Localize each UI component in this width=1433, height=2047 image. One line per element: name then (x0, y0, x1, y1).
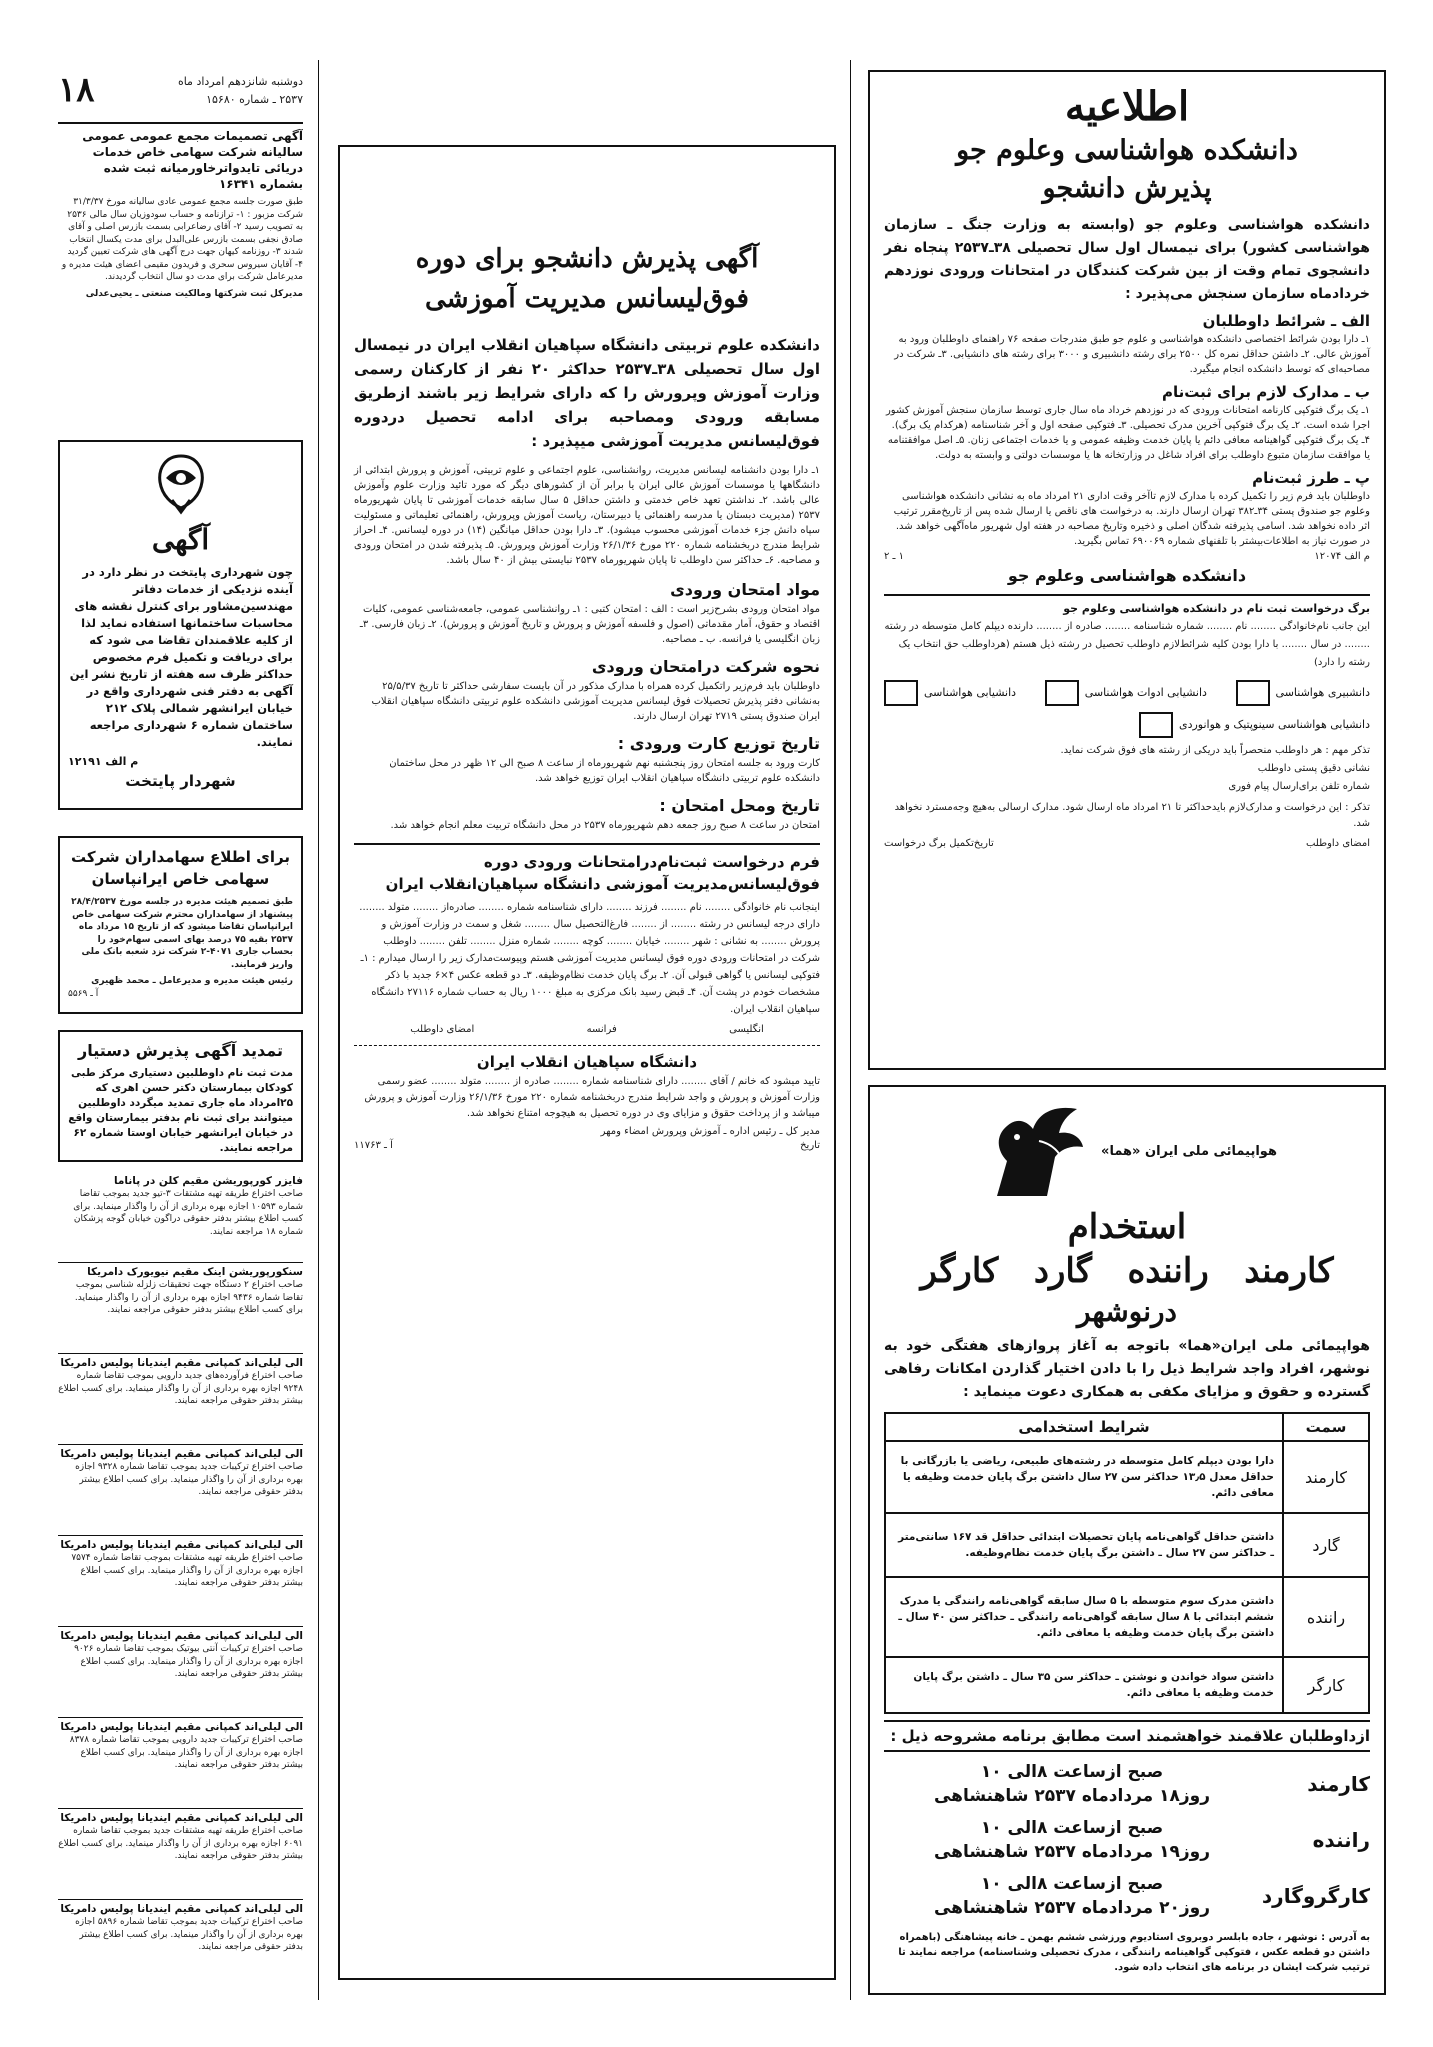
meteo-sign-row (884, 838, 1370, 851)
schedule-list (884, 1756, 1370, 1924)
table-cell-job: گارد (1283, 1513, 1369, 1577)
meteo-text-a: ۱ـ دارا بودن شرائط اختصاصی دانشکده هواشناسی و علوم جو طبق مندرجات صفحه ۷۶ راهنمای داوطلبان ورود به آموزش عالی. ۲ـ داشتن حداقل نمره کل ۲۵۰۰ برای رشته دانشبیری و ۳۰۰۰ برای رشته های دانشیابی. ۳ـ شرکت در مصاحبه‌ای که توسط دانشکده انجام میگیرد. (894, 334, 1370, 375)
small-ads-list (58, 1172, 303, 1992)
small-ad-title: الی لیلی‌اند کمپانی مقیم ایندیانا پولیس دامریکا (60, 1903, 303, 1915)
schedule-job: کارگروگارد (1261, 1884, 1370, 1908)
meteo-section-b: ب ـ مدارک لازم برای ثبت‌نام (1162, 383, 1370, 401)
meteo-phone-label: شماره تلفن برای‌ارسال پیام فوری (1228, 780, 1370, 792)
small-ad-title: الی لیلی‌اند کمپانی مقیم ایندیانا پولیس دامریکا (60, 1630, 303, 1642)
section-card-text: کارت ورود به جلسه امتحان روز پنجشنبه نهم شهریورماه از ساعت ۸ صبح الی ۱۲ ظهر در محل ساختمان دانشکده علوم تربیتی دانشگاه سپاهیان انقلاب ایران توزیع خواهد شد. (389, 758, 820, 784)
meteo-address-label: نشانی دقیق پستی داوطلب (1257, 762, 1370, 774)
option-checkbox[interactable] (884, 680, 1016, 706)
header-bar (58, 68, 303, 120)
middle-ad-title-1: آگهی پذیرش دانشجو برای دوره (415, 244, 759, 274)
meteo-text-c: داوطلبان باید فرم زیر را تکمیل کرده با مدارک لازم تاآخر وقت اداری ۲۱ امرداد ماه به نشانی دانشکده هواشناسی وعلوم جو صندوق پستی ۳۴ـ۳۸۲ تهران ارسال دارند. به درخواست های ناقص یا ارسال شده پس از تاریخ‌مقرر ترتیب اثر داده نخواهد شد. اسامی پذیرفته شدگان اصلی و ذخیره وتاریخ مصاحبه در هفته اول شهریور ماه‌آگهی خواهد شد. در صورت نیاز به اطلاعات‌بیشتر با تلفنهای شماره ۶۹۰۰۶۹ تماس بگیرید. (893, 491, 1370, 547)
option-label: دانشیابی ادوات هواشناسی (1084, 686, 1207, 699)
small-ad-body: صاحب اختراع ۲ دستگاه جهت تحقیقات زلزله شناسی بموجب تقاضا شماره ۹۴۳۶ اجازه بهره برداری از آن را واگذار مینماید. برای کسب اطلاع بیشتر بدفتر حقوقی مراجعه نمایند. (74, 1280, 303, 1315)
meteo-form-text: این جانب نام‌خانوادگی ........ نام ........ شماره شناسنامه ........ صادره از ........ دارنده دیپلم کامل متوسطه در رشته ........ در سال ........ با دارا بودن کلیه شرائط‌لازم داوطلب تحصیل در رشته ذیل هستم (هرداوطلب حق انتخاب یک رشته را دارد) (884, 620, 1370, 668)
confirmation-footer (354, 1140, 820, 1153)
section-date-heading: تاریخ ومحل امتحان : (659, 796, 820, 815)
option-label: دانشیابی هواشناسی (924, 686, 1017, 699)
small-ad-body: صاحب اختراع ترکیبات جدید دارویی بموجب تقاضا شماره ۸۳۷۸ اجازه بهره برداری از آن را واگذار مینماید. برای کسب اطلاع بیشتر بدفتر حقوقی مراجعه نمایند. (69, 1735, 303, 1770)
form-signature-row (354, 1024, 820, 1037)
schedule-time: صبح ازساعت ۸الی ۱۰ (980, 1874, 1164, 1894)
table-cell-conditions: دارا بودن دیپلم کامل متوسطه در رشته‌های طبیعی، ریاضی یا بازرگانی با حداقل معدل ۱۳٫۵ حداکثر سن ۲۷ سال داشتن برگ پایان خدمت وظیفه یا معافی دائم. (885, 1441, 1283, 1513)
schedule-title: ازداوطلبان علاقمند خواهشمند است مطابق برنامه مشروحه ذیل : (884, 1720, 1370, 1752)
header-rule (58, 122, 303, 124)
middle-ad-conditions: ۱ـ دارا بودن دانشنامه لیسانس مدیریت، روانشناسی، علوم اجتماعی و علوم تربیتی، آموزش و پرورش ابتدائی از دانشگاهها یا موسسات آموزش عالی ایران یا برابر آن از کشورهای دیگر که مورد تائید وزارت علوم وآموزش عالی باشد. ۲ـ نداشتن تعهد خاص خدمتی و داشتن حداقل ۵ سال سابقه خدمات آموزشی تا پایان شهریورماه ۲۵۳۷ (مدیریت دبستان یا مدرسه راهنمائی یا دبیرستان، ریاست آموزش وپرورش، راهنمائی تعلیماتی و مسئولیت سپاه دانش جزء خدمات آموزشی محسوب میشود). ۳ـ دارا بودن حداقل میانگین (۱۴) در دوره لیسانس. ۴ـ احراز شرایط مندرج دربخشنامه شماره ۲۲۰ مورخ ۲۶/۱/۳۶ وزارت آموزش وپرورش. ۵ـ پذیرفته شدن در امتحان ورودی و مصاحبه. ۶ـ حداکثر سن داوطلب تا پایان شهریورماه ۲۵۳۷ نبایستی بیش از ۴۰ سال باشد. (354, 465, 821, 566)
university-name: دانشگاه سپاهیان انقلاب ایران (476, 1052, 698, 1071)
meteo-date-label: تاریخ‌تکمیل برگ درخواست (884, 837, 994, 849)
emblem-icon (136, 448, 226, 518)
notice-municipality-signature: شهردار پایتخت (125, 772, 236, 790)
schedule-row (884, 1812, 1370, 1868)
list-item (58, 1536, 303, 1627)
meteo-intro: دانشکده هواشناسی وعلوم جو (وابسته به وزارت جنگ ـ سازمان هواشناسی کشور) برای نیمسال اول سال تحصیلی ۳۸ـ۲۵۳۷ پنجاه نفر دانشجوی تمام وقت از بین شرکت کنندگان در امتحانات ورودی نوزدهم خردادماه سازمان سنجش می‌پذیرد : (884, 217, 1370, 302)
list-item (58, 1263, 303, 1354)
notice-municipality-ref: م الف ۱۲۱۹۱ (68, 755, 139, 768)
notice-tidewater-body: طبق صورت جلسه مجمع عمومی عادی سالیانه مورخ ۳۱/۳/۳۷ شرکت مزبور : ۱- ترازنامه و حساب سودوزیان سال مالی ۲۵۳۶ به تصویب رسید ۲- آقای رضاعرابی بسمت بازرس اصلی و آقای صادق نجفی بسمت بازرس علی‌البدل برای مدت یکسال انتخاب شدند ۳- روزنامه کیهان جهت درج آگهی های شرکت تعیین گردید ۴- آقایان سیروس سحری و فریدون مقیمی اعضای هیئت مدیره و مدیرعامل شرکت برای مدت دو سال انتخاب گردیدند. (61, 197, 303, 282)
confirmation-date-label: تاریخ (800, 1140, 820, 1151)
section-exam-text: مواد امتحان ورودی بشرح‌زیر است : الف : امتحان کتبی : ۱ـ روانشناسی عمومی، جامعه‌شناسی عمومی، کلیات اقتصاد و حقوق، آمار مقدماتی (اصول و فلسفه آموزش و پرورش و تاریخ آموزش و پرورش). ۲ـ زبان فارسی. ۳ـ زبان انگلیسی یا فرانسه. ب ـ مصاحبه. (359, 604, 820, 645)
table-cell-conditions: داشتن حداقل گواهی‌نامه پایان تحصیلات ابتدائی حداقل قد ۱۶۷ سانتی‌متر ـ حداکثر سن ۲۷ سال ـ داشتن برگ پایان خدمت نظام‌وظیفه. (885, 1513, 1283, 1577)
confirmation-text: تایید میشود که خانم / آقای ........ دارای شناسنامه شماره ........ صادره از ........ متولد ........ عضو رسمی وزارت آموزش و پرورش و واجد شرایط مندرج دربخشنامه شماره ۲۲۰ مورخ ۲۶/۱/۳۶ وزارت آموزش و پرورش میباشد و از پرداخت حقوق و مزایای وی در دوره تحصیل به هیچوجه امتناع نخواهد شد. (364, 1075, 820, 1119)
notice-iranpasan-body: طبق تصمیم هیئت مدیره در جلسه مورخ ۲۸/۴/۲۵۳۷ پیشنهاد از سهامداران محترم شرکت سهامی خاص ایرانپاسان تقاضا میشود که از تاریخ ۱۵ مرداد ماه ۲۵۳۷ بقیه ۷۵ درصد بهای اسمی سهام‌خود را بحساب جاری ۴۰۷۱-۲ شرکت نزد شعبه بانک ملی واریز فرمایند. (71, 897, 293, 970)
schedule-times (884, 1816, 1260, 1864)
meteo-note-2: تذکر : این درخواست و مدارک‌لازم بایدحداکثر تا ۲۱ امرداد ماه ارسال شود. مدارک ارسالی به‌هیچ وجه‌مسترد نخواهد شد. (894, 801, 1370, 829)
table-row (885, 1657, 1369, 1713)
homa-bird-icon (977, 1101, 1087, 1201)
notice-tidewater-signature: مدیرکل ثبت شرکتها ومالکیت صنعتی ـ یحیی‌عدلی (85, 288, 303, 299)
schedule-day: روز۲۰ مردادماه ۲۵۳۷ شاهنشاهی (933, 1898, 1210, 1918)
table-cell-conditions: داشتن مدرک سوم متوسطه با ۵ سال سابقه گواهی‌نامه رانندگی یا مدرک ششم ابتدائی با ۸ سال سابقه گواهی‌نامه رانندگی ـ حداکثر سن ۴۰ سال ـ داشتن برگ پایان خدمت وظیفه یا معافی دائم. (885, 1577, 1283, 1657)
middle-ad-ref: آ ـ ۱۱۷۶۳ (354, 1140, 393, 1151)
header-issue: ۲۵۳۷ ـ شماره ۱۵۶۸۰ (206, 93, 303, 106)
schedule-time: صبح ازساعت ۸الی ۱۰ (980, 1762, 1164, 1782)
jobs-table (884, 1412, 1370, 1714)
small-ad-title: الی لیلی‌اند کمپانی مقیم ایندیانا پولیس دامریکا (60, 1721, 303, 1733)
schedule-times (884, 1872, 1260, 1920)
notice-municipality-title: آگهی (151, 523, 210, 556)
section-register-text: داوطلبان باید فرم‌زیر راتکمیل کرده همراه با مدارک مذکور در آن بایست سفارشی حداکثر تا تاریخ ۲۵/۵/۳۷ به‌نشانی دفتر پذیرش تحصیلات فوق لیسانس مدیریت آموزشی دانشکده علوم تربیتی دانشگاه سپاهیان انقلاب ایران صندوق پستی ۲۷۱۹ تهران ارسال دارند. (371, 681, 820, 722)
column-divider-left (318, 60, 319, 2000)
notice-municipality (58, 440, 303, 810)
list-item (58, 1718, 303, 1809)
table-row (885, 1577, 1369, 1657)
meteo-form-title: برگ درخواست ثبت نام در دانشکده هواشناسی وعلوم جو (1063, 601, 1370, 615)
meteo-section-c: پ ـ طرز ثبت‌نام (1252, 469, 1370, 487)
notice-municipality-body: چون شهرداری پایتخت در نظر دارد در آینده نزدیکی از خدمات دفاتر مهندسین‌مشاور برای کنترل نقشه های محاسبات ساختمانها استفاده نماید لذا از کلیه علاقمندان تقاضا می شود که برای دریافت و تکمیل فرم مخصوص حداکثر ظرف سه هفته از تاریخ نشر این آگهی به دفتر فنی شهرداری واقع در خیابان ایرانشهر شمالی پلاک ۲۱۲ ساختمان شماره ۶ شهرداری مراجعه نمایند. (69, 565, 293, 749)
page-number: ۱۸ (58, 70, 95, 110)
table-header-row (885, 1413, 1369, 1441)
schedule-times (884, 1760, 1260, 1808)
option-label: دانشبیری هواشناسی (1275, 686, 1370, 699)
table-cell-conditions: داشتن سواد خواندن و نوشتن ـ حداکثر سن ۳۵ سال ـ داشتن برگ پایان خدمت وظیفه یا معافی دائم. (885, 1657, 1283, 1713)
meteo-subtitle: دانشکده هواشناسی وعلوم جو (956, 135, 1298, 166)
small-ad-body: صاحب اختراع طریقه تهیه مشتقات جدید بموجب تقاضا شماره ۶۰۹۱ اجازه بهره برداری از آن را واگذار مینماید. برای کسب اطلاع بیشتر بدفتر حقوقی مراجعه نمایند. (58, 1826, 303, 1861)
checkbox-icon[interactable] (1139, 712, 1173, 738)
schedule-job: کارمند (1307, 1772, 1370, 1796)
notice-tidewater-title: آگهی تصمیمات مجمع عمومی عمومی سالیانه شرکت سهامی خاص خدمات دریائی تایدواترخاورمیانه ثبت شده بشماره ۱۶۳۴۱ (82, 129, 303, 191)
schedule-row (884, 1868, 1370, 1924)
small-ad-body: صاحب اختراع طریقه تهیه مشتقات بموجب تقاضا شماره ۷۵۷۴ اجازه بهره برداری از آن را واگذار مینماید. برای کسب اطلاع بیشتر بدفتر حقوقی مراجعه نمایند. (71, 1553, 303, 1588)
homa-footer: به آدرس : نوشهر ، جاده بابلسر دوبروی استادیوم ورزشی ششم بهمن ـ خانه پیشاهنگی (باهمراه داشتن دو قطعه عکس ، فتوکپی گواهینامه رانندگی ، مدرک تحصیلی وشناسنامه) مراجعه نمایند تا ترتیب شرکت ایشان در برنامه های انتخاب داده شود. (898, 1932, 1370, 1973)
small-ad-body: صاحب اختراع ترکیبات جدید بموجب تقاضا شماره ۵۸۹۶ اجازه بهره برداری از آن را واگذار مینماید. برای کسب اطلاع بیشتر بدفتر حقوقی مراجعه نمایند. (75, 1917, 303, 1952)
meteo-sign-label: امضای داوطلب (1305, 837, 1370, 849)
schedule-row (884, 1756, 1370, 1812)
meteo-ref: م الف ۱۲۰۷۴ (1314, 551, 1370, 562)
form-title: فرم درخواست ثبت‌نام‌درامتحانات ورودی دوره فوق‌لیسانس‌مدیریت آموزشی دانشگاه سپاهیان‌انقلاب ایران (385, 853, 820, 893)
checkbox-icon[interactable] (1236, 680, 1270, 706)
small-ad-title: الی لیلی‌اند کمپانی مقیم ایندیانا پولیس دامریکا (60, 1539, 303, 1551)
meteo-ref-row (884, 551, 1370, 564)
option-label: دانشیابی هواشناسی سینوپتیک و هوانوردی (1178, 718, 1370, 731)
section-card-heading: تاریخ توزیع کارت ورودی : (617, 734, 820, 753)
table-row (885, 1513, 1369, 1577)
section-exam-heading: مواد امتحان ورودی (670, 580, 820, 599)
table-header-conditions: شرایط استخدامی (885, 1413, 1283, 1441)
form-text: اینجانب نام خانوادگی ........ نام ........ فرزند ........ دارای شناسنامه شماره ........ صادره‌از ........ متولد ........ دارای درجه لیسانس در رشته ........ از ........ فارغ‌التحصیل سال ........ شغل و سمت در وزارت آموزش و پرورش ........ به نشانی : شهر ........ خیابان ........ کوچه ........ شماره منزل ........ تلفن ........ داوطلب شرکت در امتحانات ورودی دوره فوق لیسانس مدیریت آموزشی هستم وپیوست‌مدارک زیر را ارسال میدارم : ۱ـ فتوکپی لیسانس یا گواهی قبولی آن. ۲ـ برگ پایان خدمت نظام‌وظیفه. ۳ـ دو قطعه عکس ۴×۶ جدید با ذکر مشخصات خودم در پشت آن. ۴ـ قبض رسید بانک مرکزی به مبلغ ۱۰۰۰ ریال به حساب شماره ۲۷۱۱۶ دانشگاه سپاهیان انقلاب ایران. (359, 902, 820, 1015)
middle-ad-frame (338, 145, 836, 1980)
small-ad-title: فایزر کورپوریشن مقیم کلن در پاناما (113, 1175, 303, 1187)
checkbox-icon[interactable] (884, 680, 918, 706)
small-ad-body: صاحب اختراع طریقه تهیه مشتقات ۳-تیو جدید بموجب تقاضا شماره ۱۰۵۹۳ اجازه بهره برداری از آن را واگذار مینماید. برای کسب اطلاع بیشتر بدفتر حقوقی دراگون خیابان گوجه پزشکان شماره ۱۸ مراجعه نمایند. (73, 1189, 303, 1237)
notice-resident-title: تمدید آگهی پذیرش دستیار (78, 1041, 283, 1060)
notice-iranpasan-title: برای اطلاع سهامداران شرکت سهامی خاص ایرانپاسان (70, 848, 291, 888)
form-lang-en: انگلیسی (729, 1024, 764, 1035)
small-ad-body: صاحب اختراع ترکیبات جدید بموجب تقاضا شماره ۹۳۲۸ اجازه بهره برداری از آن را واگذار مینماید. برای کسب اطلاع بیشتر بدفتر حقوقی مراجعه نمایند. (75, 1462, 303, 1497)
list-item (58, 1445, 303, 1536)
meteo-text-b: ۱ـ یک برگ فتوکپی کارنامه امتحانات ورودی که در نوزدهم خرداد ماه سال جاری توسط سازمان سنجش آموزش کشور اجرا شده است. ۲ـ یک برگ فتوکپی آخرین مدرک تحصیلی. ۳ـ فتوکپی صفحه اول و آخر شناسنامه (هرکدام یک برگ). ۴ـ یک برگ فتوکپی گواهینامه معافی دائم یا پایان خدمت وظیفه عمومی و یا خدمات اجتماعی زنان. ۵ـ اصل موافقتنامه یا موافقت سازمان متبوع داوطلب برای افراد شاغل در وزارتخانه ها یا موسسات دولتی و وابسته به دولت. (885, 405, 1370, 461)
meteo-subtitle-2: پذیرش دانشجو (1042, 173, 1212, 204)
homa-logo-text: هواپیمائی ملی ایران «هما» (1101, 1143, 1277, 1159)
meteo-ad-frame (868, 70, 1386, 1070)
meteo-footer-name: دانشکده هواشناسی وعلوم جو (1007, 565, 1247, 585)
meteo-section-a: الف ـ شرائط داوطلبان (1202, 312, 1370, 330)
option-checkbox[interactable] (1045, 680, 1207, 706)
table-row (885, 1441, 1369, 1513)
form-lang-fr: فرانسه (586, 1024, 617, 1035)
notice-iranpasan (58, 836, 303, 1014)
meteo-ref-2: ۱ ـ ۲ (884, 551, 905, 562)
form-signature: امضای داوطلب (410, 1024, 475, 1035)
checkbox-icon[interactable] (1045, 680, 1079, 706)
list-item (58, 1172, 303, 1263)
confirmation-signature: مدیر کل ـ رئیس اداره ـ آموزش وپرورش امضاء ومهر (600, 1125, 820, 1137)
homa-ad-frame (868, 1085, 1386, 1995)
meteo-options-row (884, 680, 1370, 706)
schedule-day: روز۱۹ مردادماه ۲۵۳۷ شاهنشاهی (933, 1842, 1210, 1862)
homa-jobs-line: کارمند راننده گارد کارگر (920, 1251, 1334, 1291)
list-item (58, 1809, 303, 1900)
homa-logo (884, 1101, 1370, 1201)
list-item (58, 1627, 303, 1718)
notice-resident (58, 1030, 303, 1162)
small-ad-title: الی لیلی‌اند کمپانی مقیم ایندیانا پولیس دامریکا (60, 1448, 303, 1460)
table-cell-job: کارمند (1283, 1441, 1369, 1513)
list-item (58, 1900, 303, 1990)
homa-location: درنوشهر (1076, 1295, 1178, 1328)
homa-title: استخدام (1067, 1207, 1187, 1247)
middle-ad-title-2: فوق‌لیسانس مدیریت آموزشی (425, 284, 749, 314)
section-register-heading: نحوه شرکت درامتحان ورودی (591, 657, 820, 676)
meteo-title: اطلاعیه (1064, 83, 1190, 130)
notice-iranpasan-signature: رئیس هیئت مدیره و مدیرعامل ـ محمد ظهیری (91, 976, 293, 986)
middle-ad-intro: دانشکده علوم تربیتی دانشگاه سپاهیان انقلاب ایران در نیمسال اول سال تحصیلی ۳۸ـ۲۵۳۷ حداکثر ۲۰ نفر از کارکنان رسمی وزارت آموزش وپرورش را که دارای شرایط زیر باشند ازطریق مسابقه ورودی ومصاحبه برای ادامه تحصیل دردوره فوق‌لیسانس مدیریت آموزشی میپذیرد : (354, 336, 820, 450)
small-ad-title: الی لیلی‌اند کمپانی مقیم ایندیانا پولیس دامریکا (60, 1357, 303, 1369)
section-date-text: امتحان در ساعت ۸ صبح روز جمعه دهم شهریورماه ۲۵۳۷ در محل دانشگاه تربیت معلم انجام خواهد شد. (390, 820, 820, 831)
table-cell-job: کارگر (1283, 1657, 1369, 1713)
option-checkbox[interactable] (1236, 680, 1370, 706)
list-item (58, 1354, 303, 1445)
table-header-job: سمت (1283, 1413, 1369, 1441)
small-ad-body: صاحب اختراع ترکیبات آنتی بیوتیک بموجب تقاضا شماره ۹۰۲۶ اجازه بهره برداری از آن را واگذار مینماید. برای کسب اطلاع بیشتر بدفتر حقوقی مراجعه نمایند. (74, 1644, 303, 1679)
notice-tidewater (58, 128, 303, 428)
small-ad-title: سنکورپوریشن اینک مقیم نیویورک دامریکا (87, 1266, 303, 1278)
small-ad-body: صاحب اختراع فرآورده‌های جدید دارویی بموجب تقاضا شماره ۹۲۴۸ اجازه بهره برداری از آن را واگذار مینماید. برای کسب اطلاع بیشتر بدفتر حقوقی مراجعه نمایند. (58, 1371, 303, 1406)
small-ad-title: الی لیلی‌اند کمپانی مقیم ایندیانا پولیس دامریکا (60, 1812, 303, 1824)
meteo-note: تذکر مهم : هر داوطلب منحصراً باید دریکی از رشته های فوق شرکت نماید. (1060, 744, 1370, 756)
notice-resident-body: مدت ثبت نام داوطلبین دستیاری مرکز طبی کودکان بیمارستان دکتر حسن اهری که ۲۵امرداد ماه جاری تمدید میگردد داوطلبین میتوانند برای ثبت نام بدفتر بیمارستان واقع در خیابان ایرانشهر خیابان اوستا شماره ۶۲ مراجعه نمایند. (68, 1067, 293, 1154)
column-divider-right (850, 60, 851, 2000)
schedule-day: روز۱۸ مردادماه ۲۵۳۷ شاهنشاهی (933, 1786, 1210, 1806)
notice-iranpasan-ref: آ ـ ۵۵۶۹ (68, 988, 99, 999)
table-cell-job: راننده (1283, 1577, 1369, 1657)
schedule-time: صبح ازساعت ۸الی ۱۰ (980, 1818, 1164, 1838)
homa-intro: هواپیمائی ملی ایران«هما» باتوجه به آغاز پروازهای هفتگی خود به نوشهر، افراد واجد شرایط ذیل را با دادن اختیار گذاردن امکانات رفاهی گسترده و حقوق و مزایای مکفی به همکاری دعوت مینماید : (884, 1338, 1370, 1400)
schedule-job: راننده (1312, 1828, 1370, 1852)
meteo-option-4-row (884, 712, 1370, 738)
header-date: دوشنبه شانزدهم امرداد ماه (177, 75, 303, 88)
